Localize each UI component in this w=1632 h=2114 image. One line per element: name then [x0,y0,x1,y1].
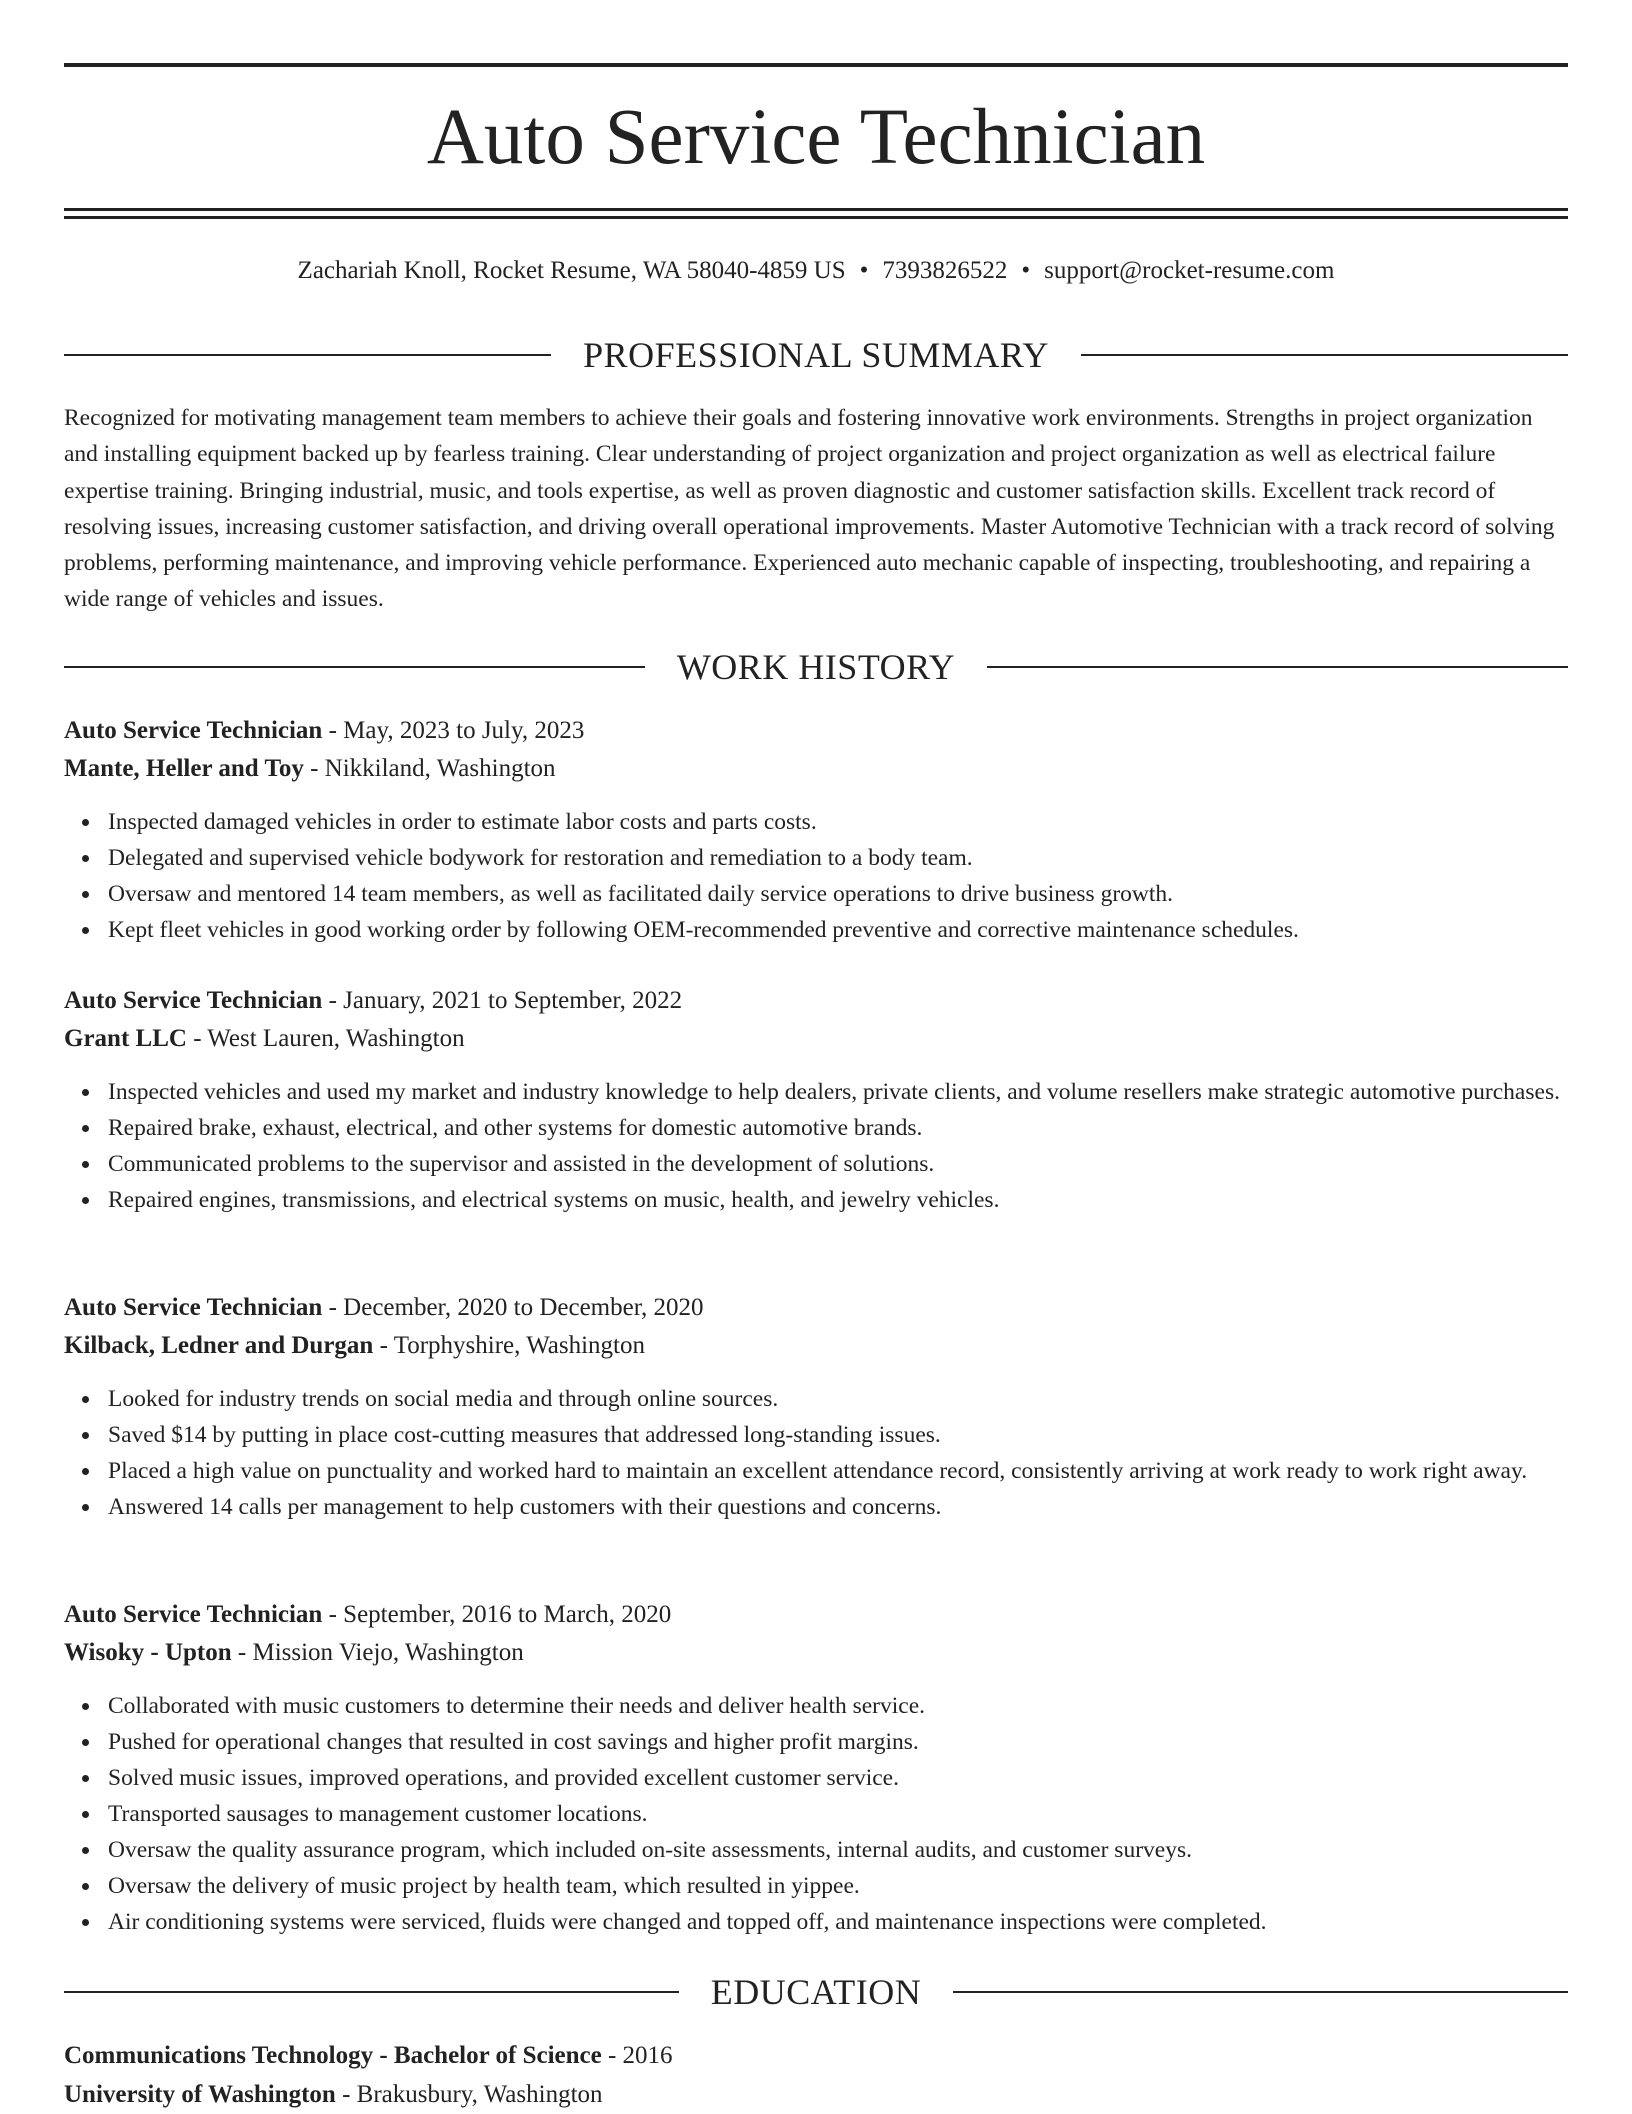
job-title-line [64,1596,1568,1634]
education-school: University of Washington [64,2081,336,2108]
divider-line [64,666,645,668]
job-bullet: Communicated problems to the supervisor and assisted in the development of solutions. [108,1146,1568,1182]
job-title-line [64,712,1568,750]
job-dates: - December, 2020 to December, 2020 [322,1294,704,1321]
job-company: Kilback, Ledner and Durgan [64,1332,374,1359]
job-bullet: Looked for industry trends on social media and through online sources. [108,1381,1568,1417]
divider-line [64,354,551,356]
job-bullet: Placed a high value on punctuality and worked hard to maintain an excellent attendance record, consistently arriving at work ready to work right away. [108,1453,1568,1489]
job-title-line [64,982,1568,1020]
education-school-line [64,2075,1568,2114]
contact-address: Zachariah Knoll, Rocket Resume, WA 58040-4859 US [297,257,846,284]
job-bullet: Repaired brake, exhaust, electrical, and other systems for domestic automotive brands. [108,1110,1568,1146]
divider-line [64,1991,679,1993]
job-bullet: Oversaw the delivery of music project by health team, which resulted in yippee. [108,1868,1568,1904]
professional-summary-text: Recognized for motivating management team members to achieve their goals and fostering innovative work environments. Strengths in project organization and installing equipment backed up by fearless training. Clear understanding of project organization and project organization as well as electrical failure expertise training. Bringing industrial, music, and tools expertise, as well as proven diagnostic and customer satisfaction skills. Excellent track record of resolving issues, increasing customer satisfaction, and driving overall operational improvements. Master Automotive Technician with a track record of solving problems, performing maintenance, and improving vehicle performance. Experienced auto mechanic capable of inspecting, troubleshooting, and repairing a wide range of vehicles and issues. [64,405,1555,613]
job-bullet: Collaborated with music customers to determine their needs and deliver health service. [108,1688,1568,1724]
job-bullet: Inspected vehicles and used my market and industry knowledge to help dealers, private clients, and volume resellers make strategic automotive purchases. [108,1074,1568,1110]
section-title: WORK HISTORY [676,647,956,687]
job-bullet: Delegated and supervised vehicle bodywork for restoration and remediation to a body team. [108,840,1568,876]
contact-separator: • [859,257,869,284]
job-bullet: Transported sausages to management customer locations. [108,1796,1568,1832]
job-title-line [64,1289,1568,1327]
contact-separator: • [1021,257,1031,284]
job-location: - Torphyshire, Washington [373,1332,646,1359]
divider-line [987,666,1568,668]
job-company-line [64,750,1568,788]
job-bullets [64,1074,1568,1218]
job-bullet: Solved music issues, improved operations, and provided excellent customer service. [108,1760,1568,1796]
job-title: Auto Service Technician [64,1294,323,1321]
section-title: EDUCATION [710,1972,922,2012]
job-title: Auto Service Technician [64,1601,323,1628]
job-company-line [64,1020,1568,1058]
section-title: PROFESSIONAL SUMMARY [583,335,1049,375]
section-heading-education [64,1970,1568,2014]
job-location: - Mission Viejo, Washington [231,1639,524,1666]
contact-phone: 7393826522 [882,257,1008,284]
education-year: - 2016 [601,2042,673,2069]
header-top-rule [64,63,1568,67]
header-bottom-rule-second [64,216,1568,219]
education-degree-line [64,2036,1568,2075]
job-bullet: Kept fleet vehicles in good working order by following OEM-recommended preventive and corrective maintenance schedules. [108,912,1568,948]
job-title: Auto Service Technician [64,717,323,744]
job-company: Wisoky - Upton [64,1639,232,1666]
job-company-line [64,1634,1568,1672]
job-location: - West Lauren, Washington [186,1025,465,1052]
education-location: - Brakusbury, Washington [335,2081,603,2108]
contact-line [64,253,1568,289]
education-entry [64,2036,1568,2114]
contact-email: support@rocket-resume.com [1044,257,1335,284]
divider-line [953,1991,1568,1993]
job-bullet: Repaired engines, transmissions, and electrical systems on music, health, and jewelry vehicles. [108,1182,1568,1218]
job-dates: - January, 2021 to September, 2022 [322,987,683,1014]
job-bullets [64,1381,1568,1525]
job-entry [64,712,1568,948]
job-location: - Nikkiland, Washington [303,755,556,782]
job-bullet: Pushed for operational changes that resulted in cost savings and higher profit margins. [108,1724,1568,1760]
job-company: Mante, Heller and Toy [64,755,304,782]
section-heading-summary [64,333,1568,377]
job-bullets [64,1688,1568,1940]
job-title: Auto Service Technician [64,987,323,1014]
job-entry [64,982,1568,1218]
job-bullet: Air conditioning systems were serviced, fluids were changed and topped off, and maintenance inspections were completed. [108,1904,1568,1940]
education-degree: Communications Technology - Bachelor of Science [64,2042,602,2069]
job-company-line [64,1327,1568,1365]
job-dates: - May, 2023 to July, 2023 [322,717,585,744]
job-bullet: Oversaw and mentored 14 team members, as well as facilitated daily service operations to drive business growth. [108,876,1568,912]
section-heading-work-history [64,645,1568,689]
divider-line [1081,354,1568,356]
job-bullet: Answered 14 calls per management to help customers with their questions and concerns. [108,1489,1568,1525]
job-entry [64,1596,1568,1940]
job-bullet: Inspected damaged vehicles in order to estimate labor costs and parts costs. [108,804,1568,840]
job-bullet: Oversaw the quality assurance program, which included on-site assessments, internal audits, and customer surveys. [108,1832,1568,1868]
job-bullet: Saved $14 by putting in place cost-cutting measures that addressed long-standing issues. [108,1417,1568,1453]
resume-title: Auto Service Technician [426,94,1206,181]
job-dates: - September, 2016 to March, 2020 [322,1601,672,1628]
header-bottom-rule [64,208,1568,211]
job-company: Grant LLC [64,1025,187,1052]
job-bullets [64,804,1568,948]
job-entry [64,1289,1568,1525]
